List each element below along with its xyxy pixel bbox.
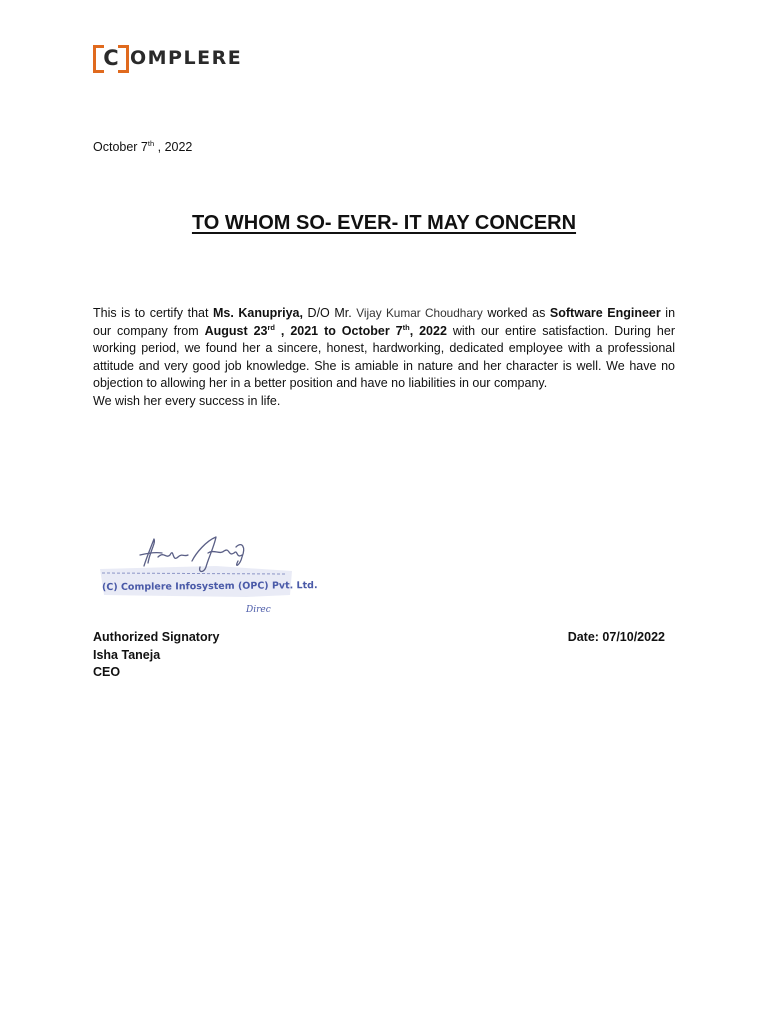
signatory-block [93,629,219,682]
body-worked-as: worked as [482,306,550,320]
stamp-text: (C) Complere Infosystem (OPC) Pvt. Ltd. [101,580,318,593]
signatory-name: Isha Taneja [93,647,161,662]
date-year: , 2022 [154,140,193,154]
start-date: August 23 [204,323,268,338]
start-ordinal: rd [267,322,275,332]
company-logo [93,44,242,72]
signature-date: Date: 07/10/2022 [567,630,665,644]
end-year: , 2022 [409,323,447,338]
body-relation: D/O Mr. [303,306,357,320]
father-name: Vijay Kumar Choudhary [356,306,483,320]
body-from: in our company from [93,306,676,338]
date-month: October 7 [93,140,148,154]
letter-title: TO WHOM SO- EVER- IT MAY CONCERN [191,212,577,234]
signatory-designation: CEO [93,665,121,680]
stamp-scribble: Direc [246,605,271,615]
designation: Software Engineer [549,306,661,320]
handwritten-signature [140,537,244,572]
signatory-role: Authorized Signatory [93,630,220,644]
letter-date [93,140,192,154]
signature-stamp-image [96,533,318,618]
start-to-end: , 2021 to October 7 [274,323,403,338]
logo-bracket-left [93,45,104,73]
end-ordinal: th [402,322,410,332]
logo-mark [93,45,129,71]
closing-wish: We wish her every success in life. [93,394,281,408]
body-remarks: with our entire satisfaction. During her working period, we found her a sincere, honest, hardworking, dedicated employee with a professional attitude and very good job knowledge. She is amiable in nature and her character is well. We have no objection to allowing her in a better position and have no liabilities in our company. [93,323,675,391]
employment-period [205,324,447,338]
body-intro: This is to certify that [93,306,213,320]
logo-letter: C [103,46,119,70]
employee-name: Ms. Kanupriya, [213,306,303,320]
logo-wordmark: OMPLERE [130,47,243,69]
letter-body [93,305,675,393]
date-ordinal: th [147,138,155,148]
logo-bracket-right [118,45,129,73]
